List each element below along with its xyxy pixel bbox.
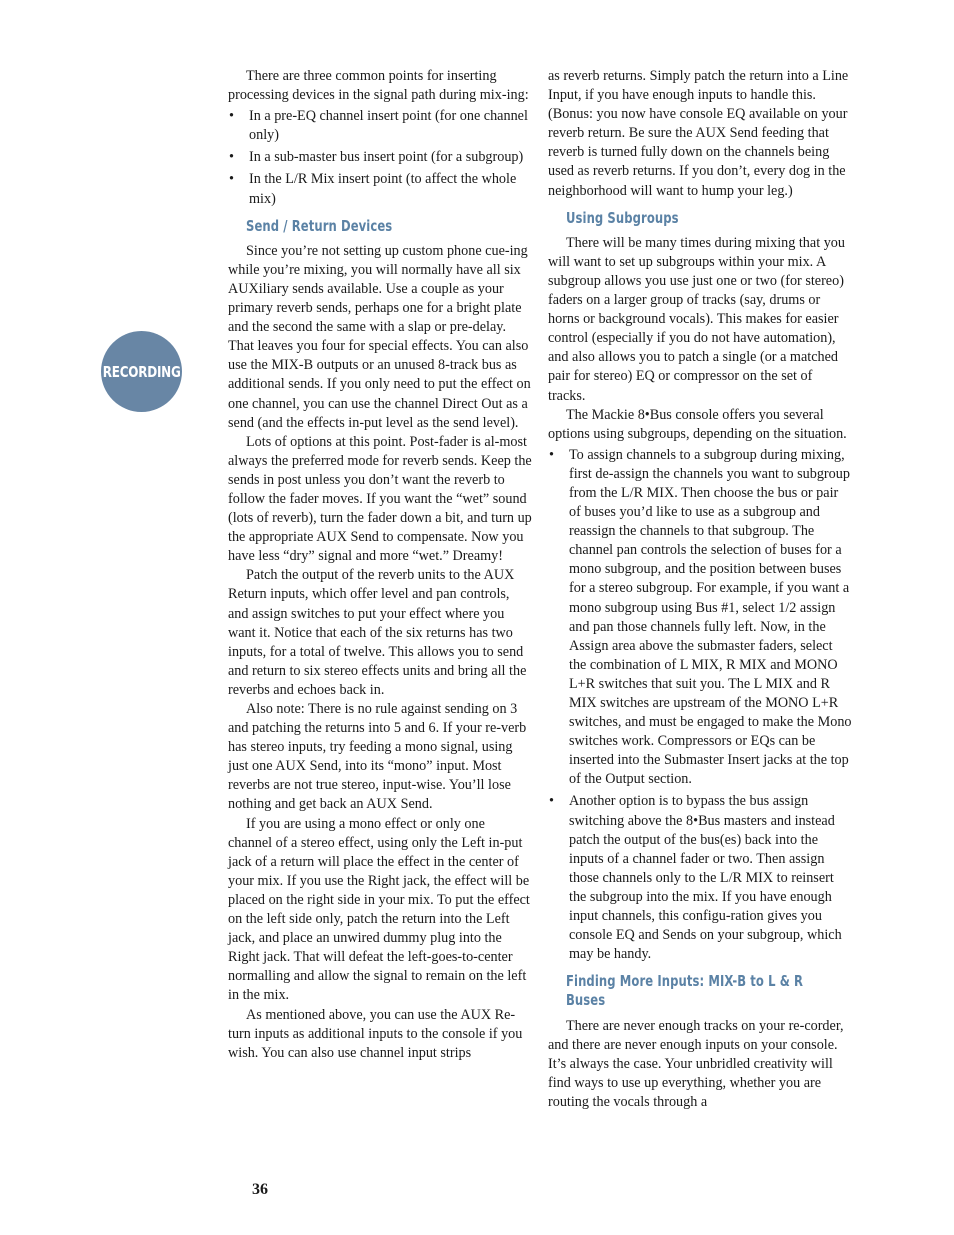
paragraph: The Mackie 8•Bus console offers you several options using subgroups, depending on the situation. (548, 406, 847, 442)
paragraph: Lots of options at this point. Post-fader is al-most always the preferred mode for reverb sends. Keep the sends in post unless you don’t want the reverb to follow the fader moves. If you want the “wet” sound (lots of reverb), turn the fader down a bit, and turn up the appropriate AUX Send to compensate. Now you have less “dry” signal and more “wet.” Dreamy! (228, 433, 532, 565)
page-number: 36 (252, 1181, 268, 1198)
subgroup-options-list (548, 446, 852, 965)
section-badge-label: RECORDING (102, 362, 181, 381)
section-heading-send-return: Send / Return Devices (246, 216, 393, 235)
list-item: • In the L/R Mix insert point (to affect the whole mix) (229, 171, 517, 207)
left-column (228, 67, 532, 1063)
paragraph: There will be many times during mixing that you will want to set up subgroups within your mix. A subgroup allows you use just one or two (for stereo) faders on a larger group of tracks (say, drums or horns or background vocals). This makes for easier control (especially if you do not have automation), and also allows you to patch a single (or a matched pair for stereo) EQ or compressor on the set of tracks. (548, 234, 845, 404)
list-item: • In a sub-master bus insert point (for a subgroup) (229, 149, 524, 166)
section-heading-more-inputs: Finding More Inputs: MIX-B to L & R Buses (566, 972, 804, 1010)
paragraph: There are never enough tracks on your re-corder, and there are never enough inputs on your console. It’s always the case. Your unbridled creativity will find ways to use up everything, whether you are routing the vocals through a (548, 1017, 844, 1110)
list-item: • To assign channels to a subgroup during mixing, first de-assign the channels you want to subgroup from the L/R MIX. Then choose the bus or pair of buses you’d like to use as a subgroup and reassign the channels to that subgroup. The channel pan controls the selection of buses for a mono subgroup, and the position between buses for a stereo subgroup. For example, if you want a mono subgroup using Bus #1, select 1/2 assign and pan those channels fully left. Now, in the Assign area above the submaster faders, select the combination of L MIX, R MIX and MONO L+R switches that suit you. The L MIX and R MIX switches are upstream of the MONO L+R switches, and must be engaged to make the Mono switches work. Compressors or EQs can be inserted into the Submaster Insert jacks at the top of the Output section. (549, 446, 852, 788)
paragraph: Patch the output of the reverb units to the AUX Return inputs, which offer level and pan controls, and assign switches to put your effect where you want it. Notice that each of the six returns has two inputs, for a total of twelve. This allows you to send and return to six stereo effects units and bring all the reverbs and echoes back in. (228, 567, 527, 698)
paragraph: Also note: There is no rule against sending on 3 and patching the returns into 5 and 6. If your re-verb has stereo inputs, try feeding a mono signal, using just one AUX Send, into its “mono” input. Most reverbs are not true stereo, input-wise. You’ll lose nothing and get back an AUX Send. (228, 701, 527, 813)
section-badge (101, 331, 182, 412)
list-item: • In a pre-EQ channel insert point (for one channel only) (229, 108, 528, 144)
paragraph: Since you’re not setting up custom phone cue-ing while you’re mixing, you will normally have all six AUXiliary sends available. Use a couple as your primary reverb sends, perhaps one for a bright plate and the second the same with a slap or pre-delay. That leaves you four for special effects. You can also use the MIX-B outputs or an unused 8-track bus as additional sends. If you only need to put the effect on one channel, you can use the channel Direct Out as a send (and the effects in-put level as the send level). (228, 242, 531, 431)
paragraph: As mentioned above, you can use the AUX Re-turn inputs as additional inputs to the console if you wish. You can also use channel input strips (228, 1006, 523, 1061)
intro-paragraph: There are three common points for inserting processing devices in the signal path during mix-ing: (228, 68, 529, 104)
paragraph: If you are using a mono effect or only one channel of a stereo effect, using only the Left in-put jack of a return will place the effect in the center of your mix. If you use the Right jack, the effect will be placed on the right side in your mix. To put the effect on the left side only, patch the return into the Left jack, and place an unwired dummy plug into the Right jack. That will defeat the left-goes-to-center normalling and allow the signal to remain on the left in the mix. (228, 815, 530, 1004)
section-heading-subgroups: Using Subgroups (566, 208, 679, 227)
insert-points-list (228, 107, 532, 208)
list-item: • Another option is to bypass the bus assign switching above the 8•Bus masters and instead patch the output of the bus(es) back into the inputs of a channel fader or two. Then assign those channels only to the L/R MIX to reinsert the subgroup into the mix. If you have enough input channels, this configu-ration gives you console EQ and Sends on your subgroup, which may be handy. (549, 793, 842, 963)
right-column (548, 67, 852, 1112)
continued-paragraph: as reverb returns. Simply patch the return into a Line Input, if you have enough inputs to handle this. (Bonus: you now have console EQ available on your reverb return. Be sure the AUX Send feeding that reverb is turned fully down on the channels being used as reverb returns. If you don’t, every dog in the neighborhood will want to hump your leg.) (548, 68, 849, 199)
